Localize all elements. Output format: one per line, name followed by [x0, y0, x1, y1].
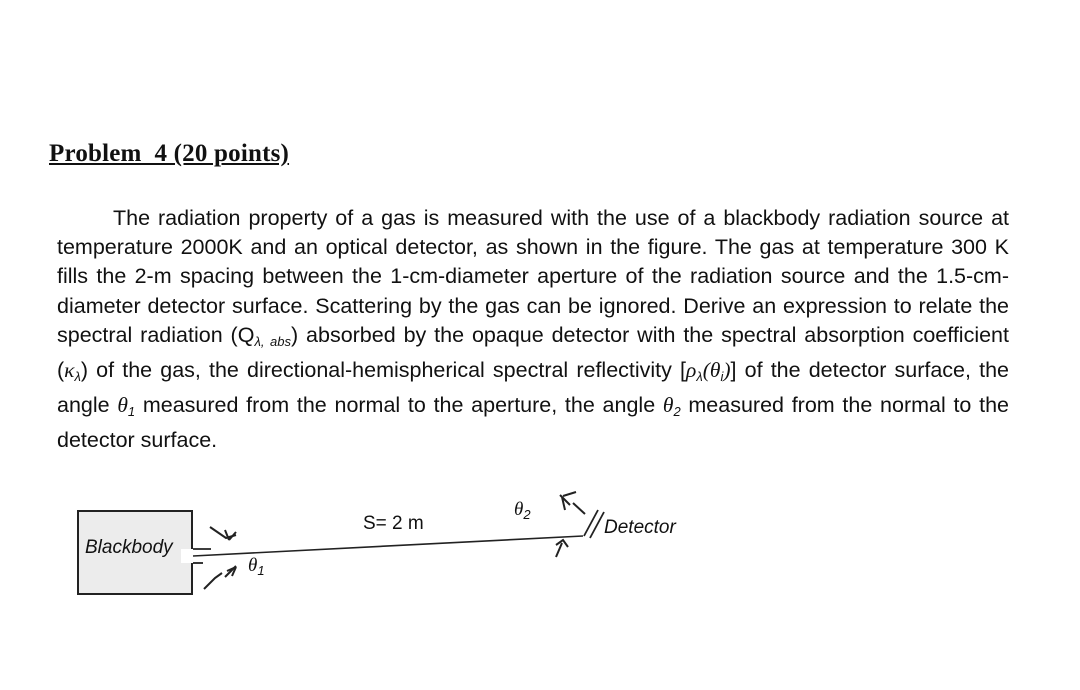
symbol-rho-close: )	[723, 358, 731, 383]
statement-part-3: ) of the gas, the directional-hemispherical spectral reflectivity [	[80, 358, 687, 383]
blackbody-label: Blackbody	[85, 537, 173, 558]
symbol-q: Q	[237, 322, 255, 347]
theta2-figure-label	[514, 499, 531, 522]
symbol-rho-subscript: λ	[696, 369, 703, 385]
detector-arrow-upper-shaft	[573, 503, 585, 514]
figure-drawing	[0, 470, 1080, 630]
theta1-figure-label	[248, 555, 265, 578]
detector-surface-back	[590, 512, 604, 538]
symbol-kappa: κ	[64, 358, 75, 383]
detector-arrow-lower	[556, 540, 568, 557]
symbol-theta1-subscript: 1	[127, 404, 136, 420]
statement-part-6: measured from the normal to the detector surface.	[57, 393, 1009, 453]
problem-heading: Problem 4 (20 points)	[49, 140, 290, 167]
setup-figure	[0, 470, 1080, 630]
detector-label: Detector	[604, 517, 676, 538]
beam-path-line	[193, 536, 583, 556]
theta1-figure-subscript: 1	[257, 563, 265, 578]
statement-part-5: measured from the normal to the aperture, the angle	[135, 393, 663, 418]
spacing-label: S= 2 m	[363, 513, 424, 534]
detector-surface-front	[584, 510, 598, 536]
statement-part-4: ] of the detector surface, the angle	[57, 358, 1009, 418]
symbol-theta2: θ	[662, 393, 674, 418]
symbol-kappa-subscript: λ	[74, 369, 81, 385]
symbol-q-subscript: λ, abs	[254, 333, 291, 349]
theta2-figure-subscript: 2	[523, 507, 531, 522]
symbol-rho-argument: (θ	[702, 358, 721, 383]
theta1-figure-symbol: θ	[248, 555, 258, 576]
symbol-rho-argument-subscript: i	[720, 369, 724, 385]
detector-arrow-upper	[560, 492, 576, 510]
symbol-theta2-subscript: 2	[673, 404, 681, 420]
theta2-figure-symbol: θ	[514, 499, 524, 520]
statement-part-1: The radiation property of a gas is measured with the use of a blackbody radiation source at temperature 2000K and an optical detector, as shown in the figure. The gas at temperature 300 K fills the 2-m spacing between the 1-cm-diameter aperture of the radiation source and the 1.5-cm-diameter detector surface. Scattering by the gas can be ignored. Derive an expression to relate the spectral radiation (	[57, 206, 1009, 347]
aperture-opening	[181, 549, 195, 563]
problem-statement	[57, 204, 1009, 456]
aperture-arrow-lower	[204, 573, 222, 589]
symbol-theta1: θ	[117, 393, 128, 418]
symbol-rho: ρ	[686, 358, 697, 383]
statement-part-2: ) absorbed by the opaque detector with the spectral absorption coefficient (	[57, 322, 1009, 383]
